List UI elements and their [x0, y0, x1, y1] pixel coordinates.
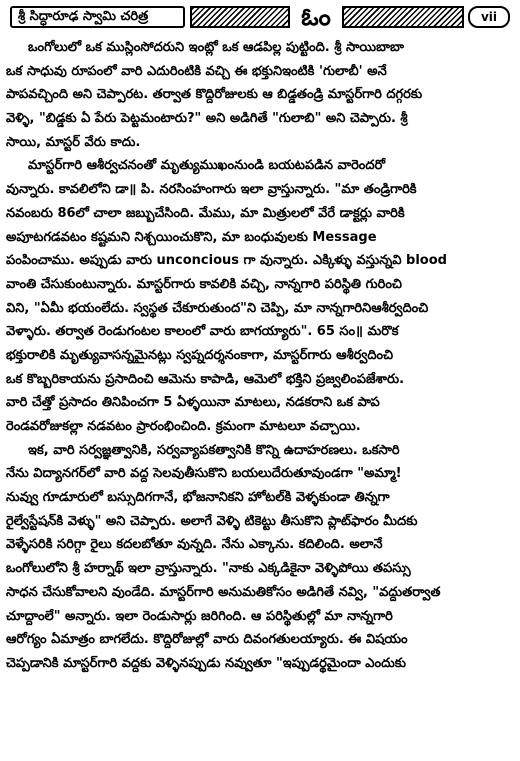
text-line: వున్నారు. కావలిలోని డా॥ పి. నరసింహంగారు ఇలా వ్రాస్తున్నారు. "మా తండ్రిగారికి [6, 182, 417, 198]
text-line: అపూటగడవటం కష్టమని నిశ్చయించుకొని, మా బంధువులకు Message [6, 229, 377, 245]
page-number: vii [468, 6, 510, 28]
text-line: భక్తురాలికి మృత్యువాసన్నమైనట్లు స్వప్నదర్శనంకాగా, మాస్టర్‌గారు ఆశీర్వదించి [6, 347, 394, 363]
text-line: ఒక కొబ్బరికాయను ప్రసాదించి ఆమెను కాపాడి, ఆమెలో భక్తిని ప్రజ్వలింపజేశారు. [6, 371, 405, 387]
text-line: వారి చేత్తో ప్రసాదం తినిపించగా 5 ఏళ్ళయినా మాటలు, నడకరాని ఒక పాప [6, 395, 380, 411]
page-header [10, 3, 510, 31]
header-hatch-decoration [342, 6, 464, 28]
text-line: ఒంగోలులోని శ్రీ హర్నాథ్ ఇలా వ్రాస్తున్నారు. "నాకు ఎక్కడికైనా వెళ్ళిపోయి తపస్సు [6, 561, 411, 577]
text-line: పాపవచ్చింది అని చెప్పారట. తర్వాత కొద్దిరోజులకు ఆ బిడ్డతండ్రి మాస్టర్‌గారి దగ్గరకు [6, 87, 423, 103]
text-line: వెళ్ళారు. తర్వాత రెండుగంటల కాలంలో వారు బాగయ్యారు". 65 సం॥ మరొక [6, 324, 399, 340]
body-text [6, 36, 512, 676]
text-line: సాయి, మాస్టర్ వేరు కాదు. [6, 134, 141, 150]
text-line: పంపించాము. అప్పుడు వారు unconcious గా వున్నారు. ఎక్కిళ్ళు వస్తున్నవి blood [6, 253, 447, 269]
text-line: వెళ్ళి, "బిడ్డకు ఏ పేరు పెట్టమంటారు?" అని అడిగితే "గులాబి" అని చెప్పారు. శ్రీ [6, 111, 408, 127]
text-line: నేను విద్యానగర్‌లో వారి వద్ద సెలవుతీసుకొని బయలుదేరుతూవుండగా "అమ్మా! [6, 466, 402, 482]
header-hatch-decoration [190, 6, 290, 28]
text-line: చెప్పడానికి మాస్టర్‌గారి వద్దకు వెళ్ళినప్పుడు నవ్వుతూ "ఇప్పుడర్థమైందా ఎందుకు [6, 655, 407, 671]
text-line: విని, "ఏమీ భయంలేదు. స్వస్థత చేకూరుతుంద"ని చెప్పి, మా నాన్నగారినిఆశీర్వదించి [6, 300, 429, 316]
text-line: ఒంగోలులో ఒక ముస్లింసోదరుని ఇంట్లో ఒక ఆడపిల్ల పుట్టింది. శ్రీ సాయిబాబా [28, 40, 404, 55]
text-line: ఇక, వారి సర్వజ్ఞత్వానికి, సర్వవ్యాపకత్వానికి కొన్ని ఉదాహరణలు. ఒకసారి [28, 442, 400, 458]
text-line: వెళ్ళేసరికి సరిగ్గా రైలు కదలబోతూ వున్నది. నేను ఎక్కాను. కదిలింది. అలానే [6, 537, 383, 553]
text-line: చూద్దాంలే" అన్నారు. ఇలా రెండుసార్లు జరిగింది. ఆ పరిస్థితుల్లో మా నాన్నగారి [6, 608, 393, 624]
text-line: నవంబరు 86లో చాలా జబ్బుచేసింది. మేము, మా మిత్రులలో వేరే డాక్టర్లు వారికి [6, 205, 405, 221]
text-line: వాంతి చేసుకుంటున్నారు. మాస్టర్‌గారు కావలికి వచ్చి, నాన్నగారి పరిస్థితి గురించి [6, 276, 402, 292]
text-line: సాధన చేసుకోవాలని వుండేది. మాస్టర్‌గారి అనుమతికోసం అడిగితే నవ్వి, "వద్దుతర్వాత [6, 584, 441, 600]
text-line: రెండవరోజుకల్లా నడవటం ప్రారంభించింది. క్రమంగా మాటలూ వచ్చాయి. [6, 419, 361, 434]
text-line: ఆరోగ్యం ఏమాత్రం బాగలేదు. కొద్దిరోజుల్లో వారు దివంగతులయ్యారు. ఈ విషయం [6, 632, 408, 648]
text-line: ఒక సాధువు రూపంలో వారి ఎదురింటికి వచ్చి ఈ భక్తునిఇంటికి 'గులాబీ' అనే [6, 63, 387, 79]
om-logo: ఓం [301, 3, 331, 31]
text-line: మాస్టర్‌గారి ఆశీర్వచనంతో మృత్యుముఖంనుండి బయటపడిన వారెందరో [28, 158, 386, 174]
text-line: రైల్వేస్టేషన్‌కి వెళ్ళు" అని చెప్పారు. అలాగే వెళ్ళి టికెట్టు తీసుకొని ప్లాట్‌ఫారం మీదకు [6, 513, 418, 529]
book-title: శ్రీ సిద్ధారూఢ స్వామి చరిత్ర [10, 6, 185, 28]
text-line: నువ్వు గూడూరులో బస్సుదిగగానే, భోజనానికని హోటల్‌కి వెళ్ళకుండా తిన్నగా [6, 490, 390, 506]
